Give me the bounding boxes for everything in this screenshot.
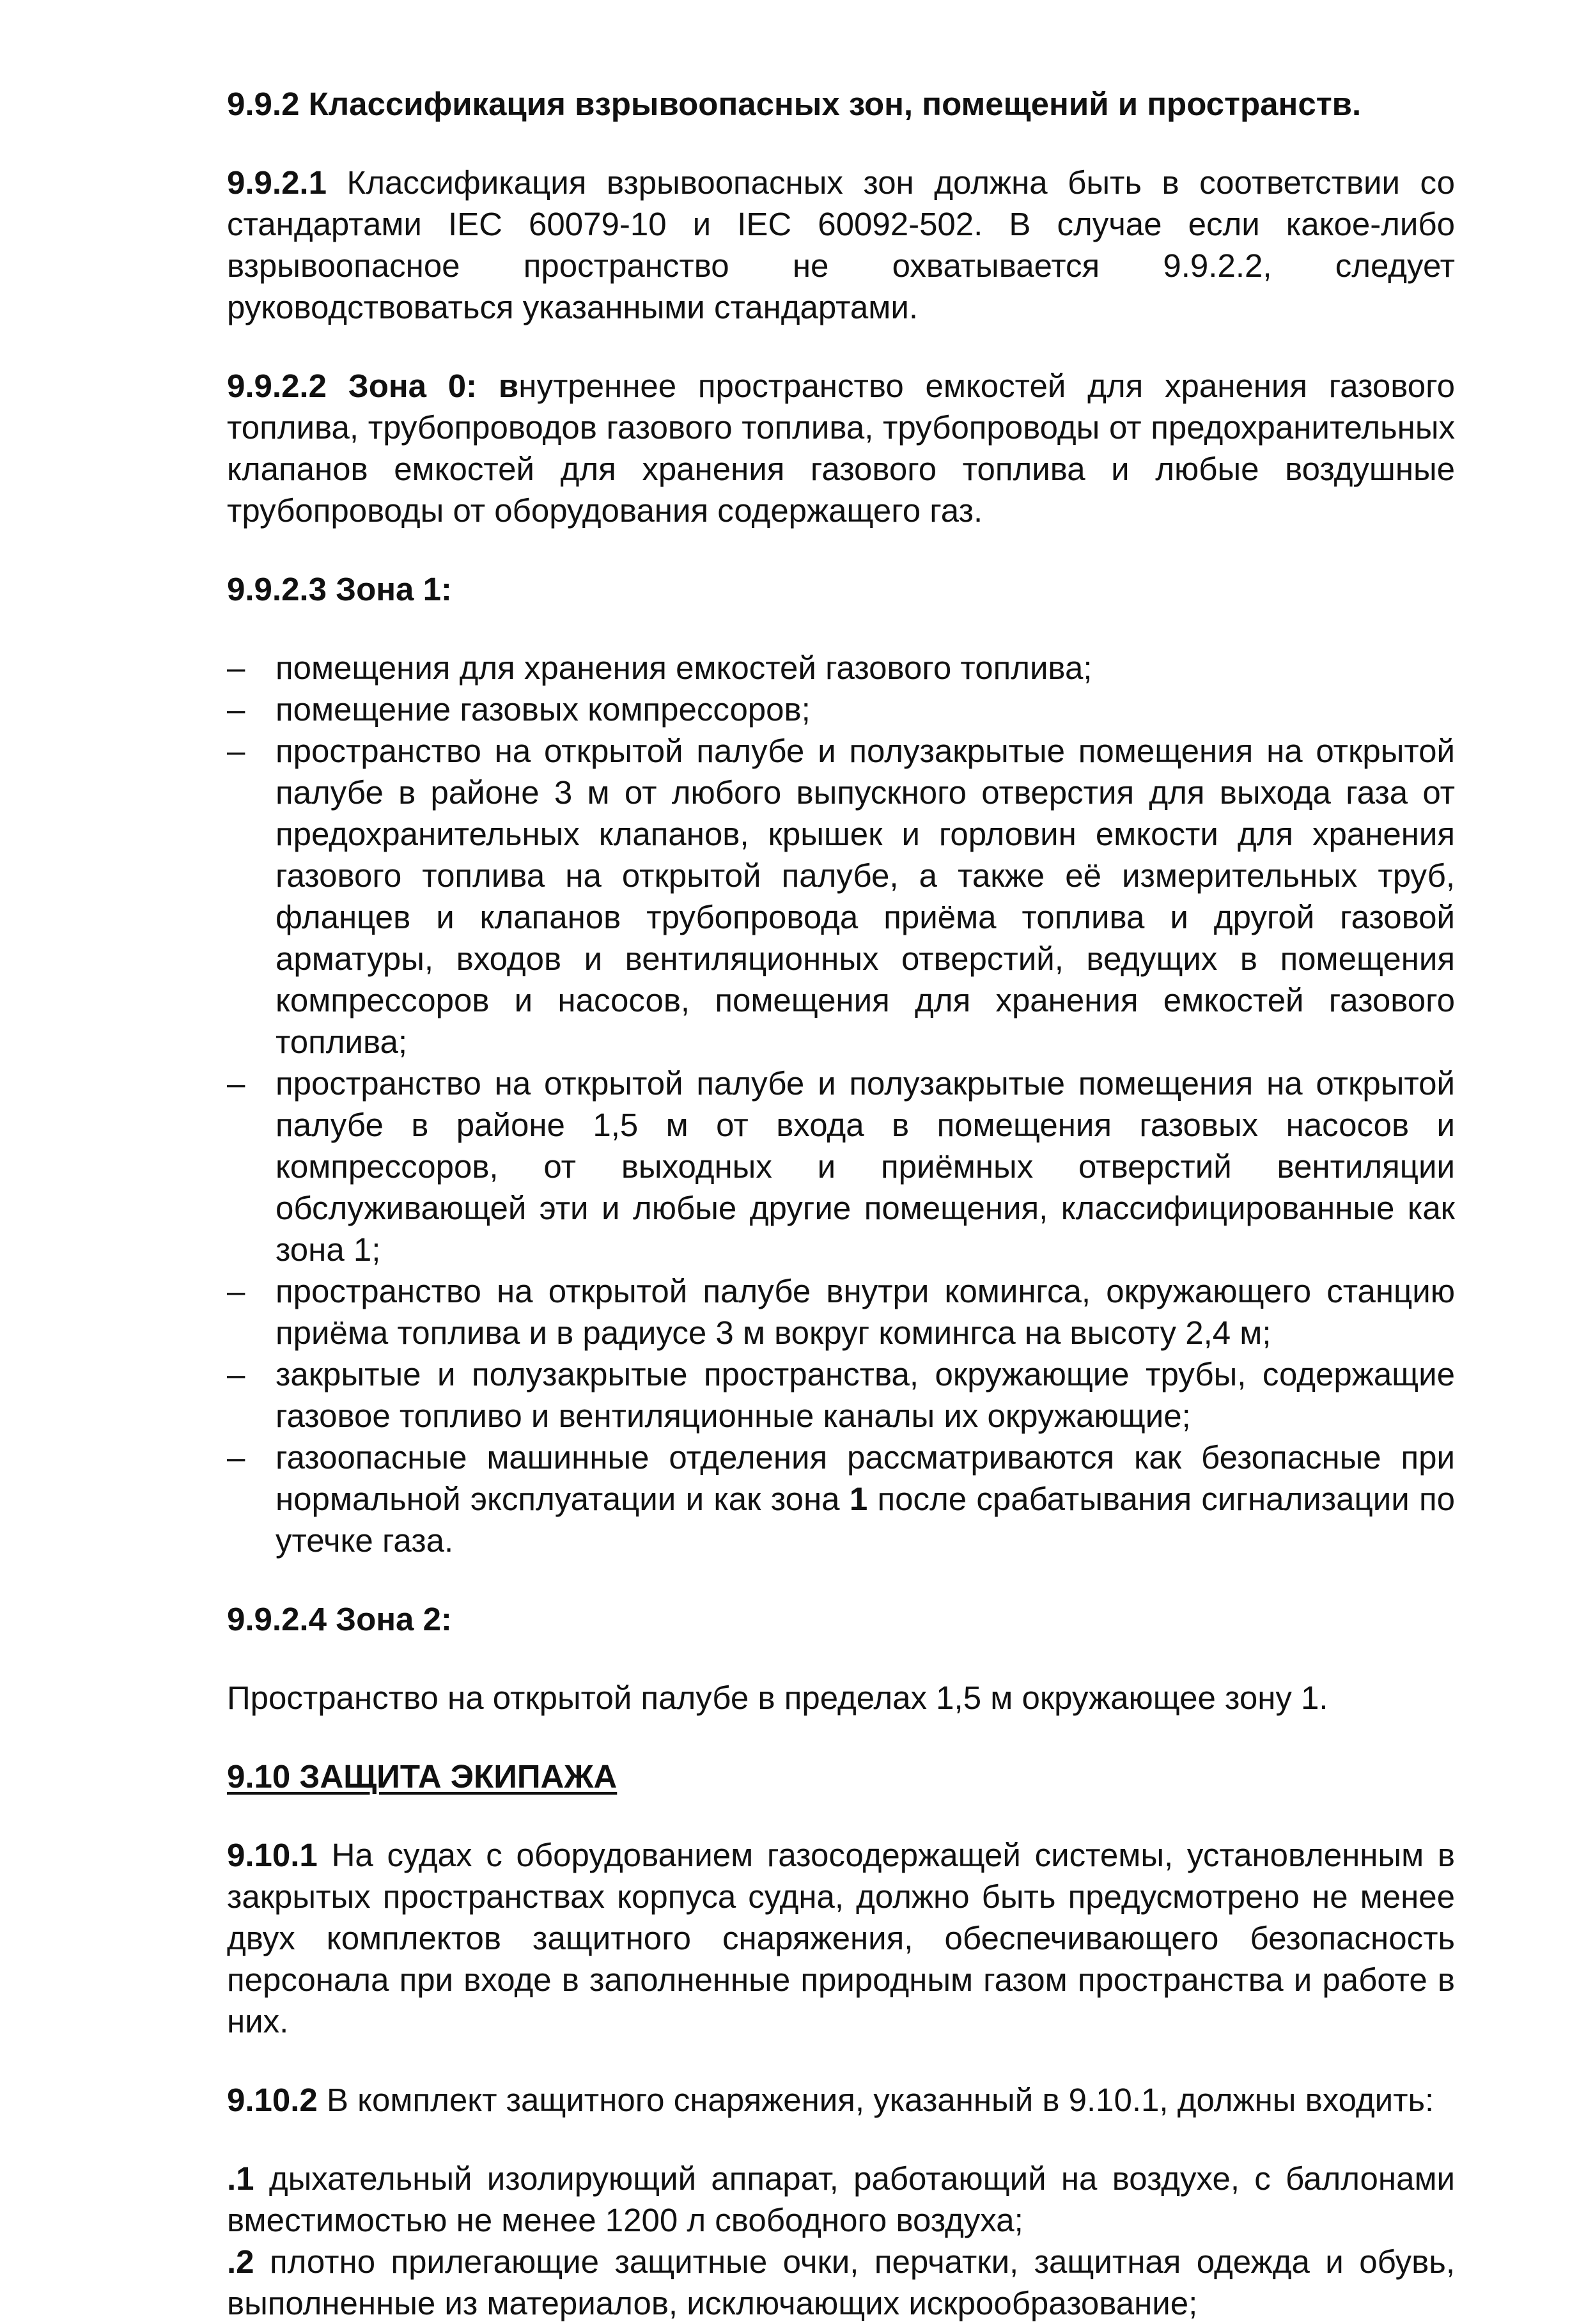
item-text: дыхательный изолирующий аппарат, работающий на воздухе, с баллонами вместимостью не менее 1200 л свободного воздуха;: [227, 2160, 1455, 2238]
list-item-text: пространство на открытой палубе и полузакрытые помещения на открытой палубе в районе 1,5 м от входа в помещения газовых насосов и компрессоров, от выходных и приёмных отверстий вентиляции обслуживающей эти и любые другие помещения, классифицированные как зона 1;: [276, 1065, 1455, 1268]
zone-number: 1: [849, 1481, 868, 1517]
dash-bullet: –: [227, 1439, 245, 1476]
list-item-text: газоопасные машинные отделения рассматриваются как безопасные при нормальной эксплуатации и как зона: [276, 1439, 1455, 1517]
item-text: плотно прилегающие защитные очки, перчатки, защитная одежда и обувь, выполненные из материалов, исключающих искрообразование;: [227, 2243, 1455, 2321]
clause-number: 9.9.2.1: [227, 164, 327, 201]
dash-bullet: –: [227, 733, 245, 769]
list-item-text: помещения для хранения емкостей газового топлива;: [276, 650, 1092, 686]
list-item: [227, 730, 1455, 1063]
clause-number: 9.9.2.2 Зона 0: в: [227, 368, 519, 404]
list-item-text: закрытые и полузакрытые пространства, окружающие трубы, содержащие газовое топливо и вентиляционные каналы их окружающие;: [276, 1356, 1455, 1434]
clause-text: В комплект защитного снаряжения, указанный в 9.10.1, должны входить:: [317, 2082, 1434, 2118]
zone-1-list: [227, 647, 1455, 1561]
paragraph-9-10-2: [227, 2079, 1455, 2121]
list-item: [227, 1063, 1455, 1270]
paragraph-9-9-2-1: [227, 162, 1455, 328]
list-item-text: пространство на открытой палубе внутри комингса, окружающего станцию приёма топлива и в радиусе 3 м вокруг комингса на высоту 2,4 м;: [276, 1273, 1455, 1351]
list-item-text: помещение газовых компрессоров;: [276, 691, 811, 728]
clause-number: 9.10.1: [227, 1837, 318, 1873]
zone-2-paragraph: Пространство на открытой палубе в пределах 1,5 м окружающее зону 1.: [227, 1680, 1328, 1716]
dash-bullet: –: [227, 1356, 245, 1392]
list-item-text: пространство на открытой палубе и полузакрытые помещения на открытой палубе в районе 3 м от любого выпускного отверстия для выхода газа от предохранительных клапанов, крышек и горловин емкости для хранения газового топлива на открытой палубе, а также её измерительных труб, фланцев и клапанов трубопровода приёма топлива и другой газовой арматуры, входов и вентиляционных отверстий, ведущих в помещения компрессоров и насосов, помещения для хранения емкостей газового топлива;: [276, 733, 1455, 1060]
zone-1-heading: 9.9.2.3 Зона 1:: [227, 571, 452, 607]
clause-text: На судах с оборудованием газосодержащей системы, установленным в закрытых пространствах корпуса судна, должно быть предусмотрено не менее двух комплектов защитного снаряжения, обеспечивающего безопасность персонала при входе в заполненные природным газом пространства и работе в них.: [227, 1837, 1455, 2039]
item-number: .1: [227, 2160, 254, 2197]
list-item: [227, 1353, 1455, 1437]
list-item: [227, 1437, 1455, 1561]
list-item: [227, 1270, 1455, 1353]
zone-2-heading: 9.9.2.4 Зона 2:: [227, 1601, 452, 1637]
list-item-text: после срабатывания сигнализации по утечке газа.: [276, 1481, 1455, 1559]
clause-number: 9.10.2: [227, 2082, 318, 2118]
list-item: [227, 647, 1455, 689]
equipment-item-1: [227, 2158, 1455, 2241]
item-number: .2: [227, 2243, 254, 2280]
paragraph-9-10-1: [227, 1834, 1455, 2042]
dash-bullet: –: [227, 1273, 245, 1309]
dash-bullet: –: [227, 691, 245, 728]
section-heading-9-9-2: 9.9.2 Классификация взрывоопасных зон, помещений и пространств.: [227, 86, 1362, 122]
paragraph-9-9-2-2: [227, 365, 1455, 531]
list-item: [227, 689, 1455, 730]
equipment-item-2: [227, 2241, 1455, 2324]
dash-bullet: –: [227, 650, 245, 686]
dash-bullet: –: [227, 1065, 245, 1102]
clause-text: нутреннее пространство емкостей для хранения газового топлива, трубопроводов газового топлива, трубопроводы от предохранительных клапанов емкостей для хранения газового топлива и любые воздушные трубопроводы от оборудования содержащего газ.: [227, 368, 1455, 529]
clause-text: Классификация взрывоопасных зон должна быть в соответствии со стандартами IEC 60079-10 и IEC 60092-502. В случае если какое-либо взрывоопасное пространство не охватывается 9.9.2.2, следует руководствоваться указанными стандартами.: [227, 164, 1455, 325]
section-heading-9-10: 9.10 ЗАЩИТА ЭКИПАЖА: [227, 1758, 618, 1795]
